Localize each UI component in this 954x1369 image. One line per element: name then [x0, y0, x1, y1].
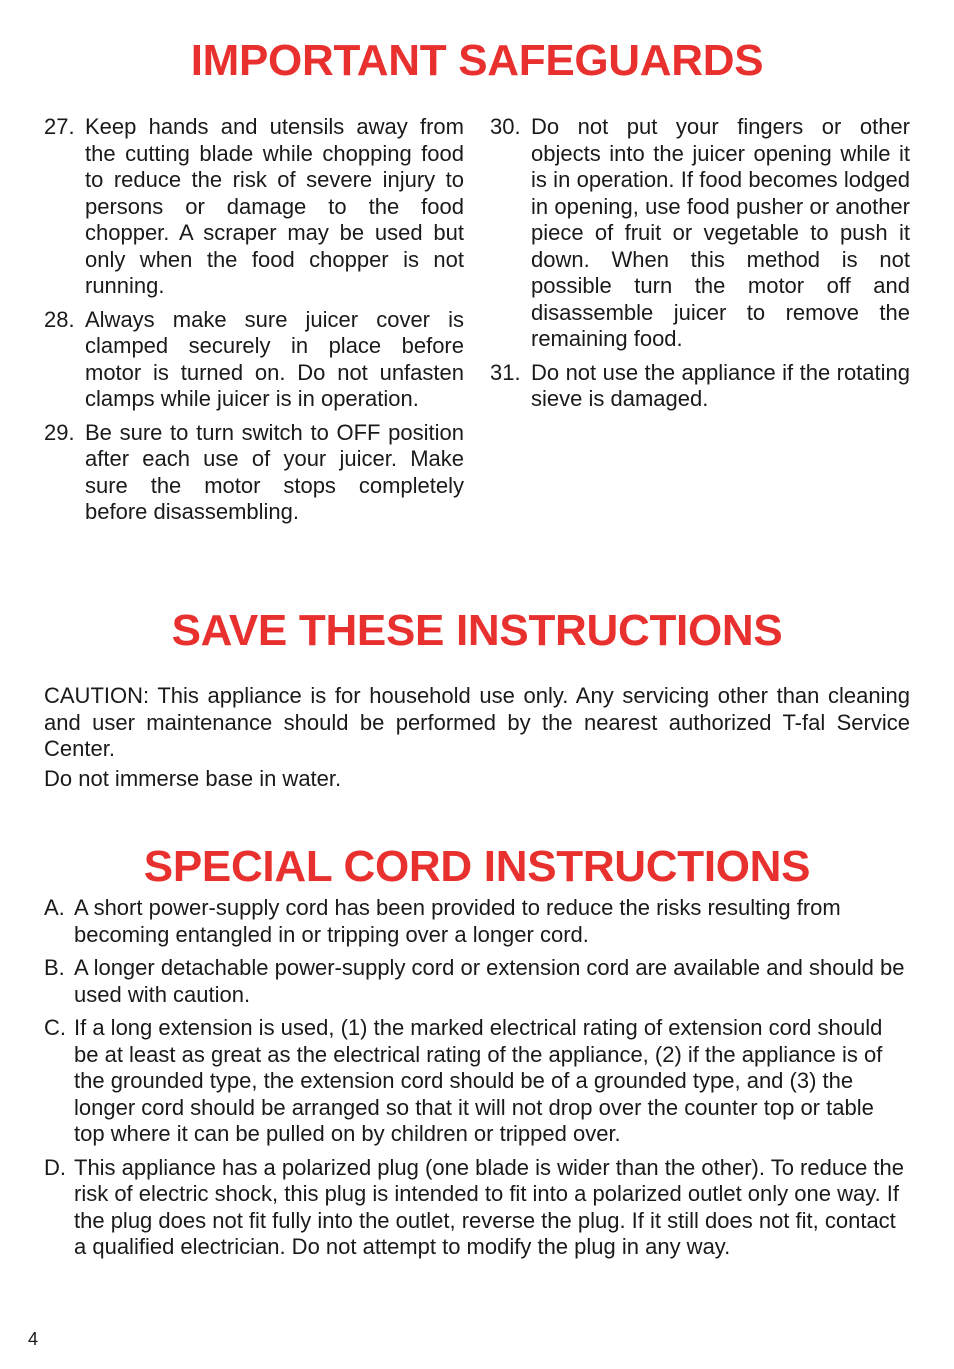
item-letter: C.	[44, 1015, 66, 1040]
safeguard-item-31	[490, 360, 910, 413]
item-text: This appliance has a polarized plug (one blade is wider than the other). To reduce the risk of electric shock, this plug is intended to fit into a polarized outlet only one way. If the plug does not fit fully into the outlet, reverse the plug. If it still does not fit, contact a qualified electrician. Do not attempt to modify the plug in any way.	[74, 1154, 905, 1259]
item-text: A short power-supply cord has been provided to reduce the risks resulting from becoming entangled in or tripping over a longer cord.	[74, 895, 841, 947]
item-text: Keep hands and utensils away from the cutting blade while chopping food to reduce the risk of severe injury to persons or damage to the food chopper. A scraper may be used but only when the food chopper is not running.	[85, 114, 464, 298]
safeguard-item-27	[44, 114, 464, 300]
cord-item-d	[44, 1155, 910, 1261]
item-text: Be sure to turn switch to OFF position after each use of your juicer. Make sure the motor stops completely before disassembling.	[85, 419, 464, 524]
caution-paragraph: CAUTION: This appliance is for household use only. Any servicing other than cleaning and user maintenance should be performed by the nearest authorized T-fal Service Center.	[44, 683, 910, 761]
item-number: 27.	[44, 114, 75, 139]
safeguard-item-28	[44, 307, 464, 413]
special-cord-heading: SPECIAL CORD INSTRUCTIONS	[143, 842, 811, 891]
item-text: Always make sure juicer cover is clamped securely in place before motor is turned on. Do not unfasten clamps while juicer is in operation.	[85, 306, 464, 411]
save-instructions-heading: SAVE THESE INSTRUCTIONS	[171, 606, 783, 655]
item-text: Do not put your fingers or other objects into the juicer opening while it is in operation. If food becomes lodged in opening, use food pusher or another piece of fruit or vegetable to push it down. When this method is not possible turn the motor off and disassemble juicer to remove the remaining food.	[531, 114, 910, 351]
safeguards-right-column	[490, 114, 910, 420]
safeguard-item-30	[490, 114, 910, 353]
item-letter: B.	[44, 955, 65, 980]
important-safeguards-heading: IMPORTANT SAFEGUARDS	[190, 36, 764, 85]
cord-item-a	[44, 895, 910, 948]
item-number: 31.	[490, 359, 521, 385]
item-number: 30.	[490, 114, 521, 139]
safeguard-item-29	[44, 420, 464, 526]
cord-instructions-list	[44, 895, 910, 1268]
cord-item-b	[44, 955, 910, 1008]
item-number: 28.	[44, 306, 75, 332]
immerse-warning: Do not immerse base in water.	[44, 766, 342, 791]
cord-item-c	[44, 1015, 910, 1148]
item-text: Do not use the appliance if the rotating sieve is damaged.	[531, 359, 910, 411]
page-number: 4	[28, 1329, 39, 1349]
item-text: If a long extension is used, (1) the marked electrical rating of extension cord should be at least as great as the electrical rating of the appliance, (2) if the appliance is of the grounded type, the extension cord should be of a grounded type, and (3) the longer cord should be arranged so that it will not drop over the counter top or table top where it can be pulled on by children or tripped over.	[74, 1015, 883, 1146]
item-letter: A.	[44, 895, 65, 920]
item-text: A longer detachable power-supply cord or extension cord are available and should be used with caution.	[74, 955, 905, 1007]
item-number: 29.	[44, 419, 75, 445]
item-letter: D.	[44, 1154, 66, 1180]
safeguards-left-column	[44, 114, 464, 533]
